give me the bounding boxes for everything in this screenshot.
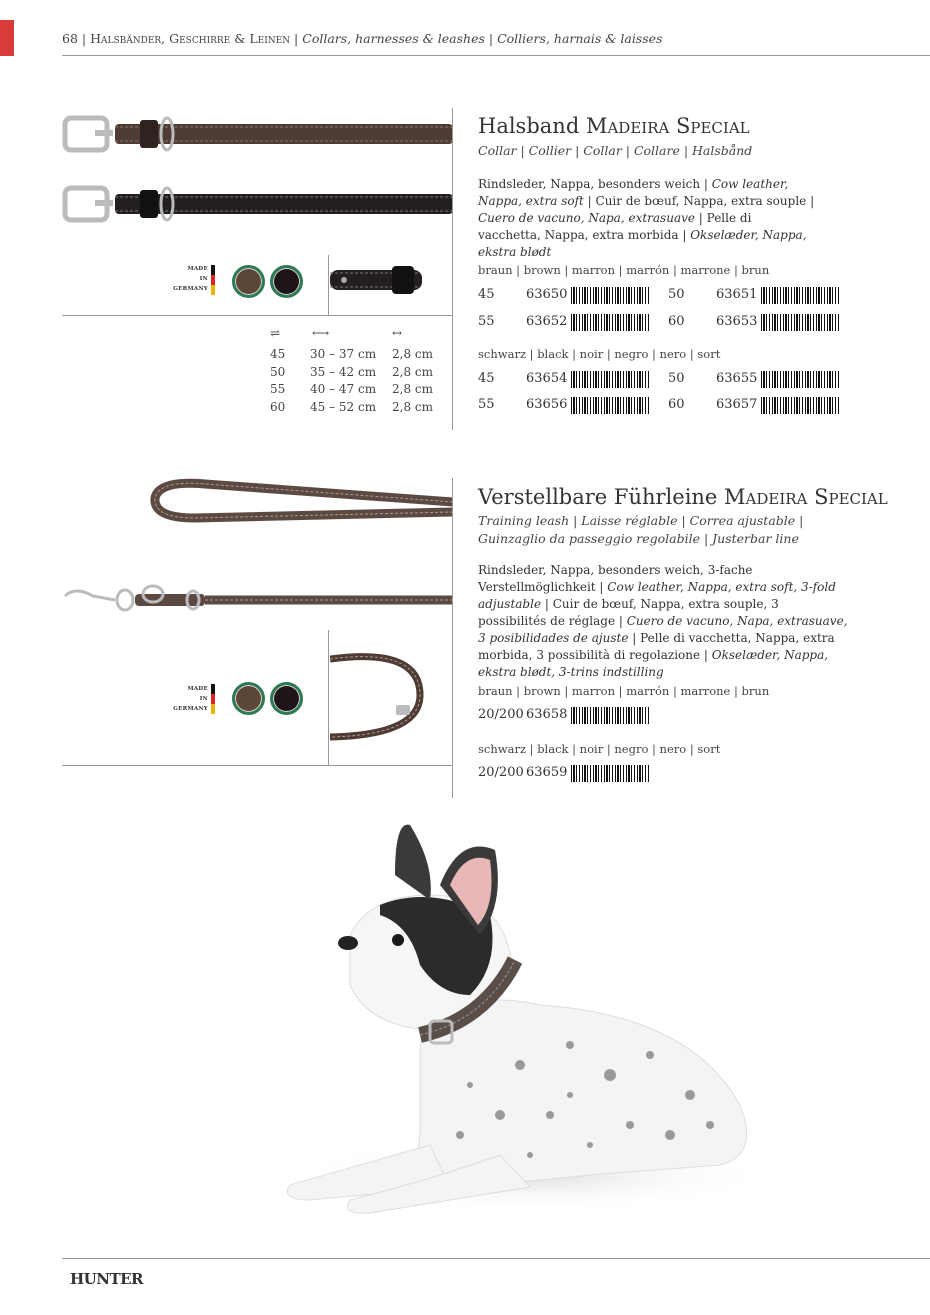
page-header: 68 | Halsbänder, Geschirre & Leinen | Collars, harnesses & leashes | Colliers, harnais & laisses — [62, 31, 663, 46]
collar-black-items — [478, 371, 858, 421]
footer-rule — [62, 1258, 930, 1259]
item-size: 55 — [478, 397, 495, 412]
barcode-icon — [761, 287, 839, 304]
width-value: 2,8 cm — [392, 365, 433, 379]
item-code: 63651 — [716, 287, 758, 302]
leash-detail-divider — [328, 630, 329, 765]
item-code: 63654 — [526, 371, 568, 386]
made-word: MADE — [187, 686, 208, 692]
description-segment: Cuero de vacuno, Napa, extrasuave — [478, 211, 695, 225]
collar-detail-image — [330, 262, 430, 298]
leash-brown-label: braun | brown | marron | marrón | marrone | brun — [478, 684, 770, 698]
description-segment: Cuero de vacuno, Napa, extrasuave, 3 posibilidades de ajuste — [478, 614, 848, 645]
section-title-fr: Colliers, harnais & laisses — [497, 31, 663, 46]
swatch-black — [270, 682, 303, 715]
collar-subtitle: Collar | Collier | Collar | Collare | Halsbånd — [478, 143, 753, 158]
neck-value: 45 – 52 cm — [310, 400, 377, 414]
neck-value: 35 – 42 cm — [310, 365, 377, 379]
leash-divider — [452, 478, 453, 798]
item-size: 45 — [478, 371, 495, 386]
collar-size-table — [262, 326, 452, 426]
made-word: MADE — [187, 266, 208, 272]
collar-product-image — [55, 100, 453, 250]
size-value: 45 — [270, 347, 286, 361]
barcode-icon — [761, 314, 839, 331]
item-code: 63656 — [526, 397, 568, 412]
hunter-logo — [70, 1270, 143, 1288]
swatch-black — [270, 265, 303, 298]
item-code: 63657 — [716, 397, 758, 412]
barcode-icon — [761, 397, 839, 414]
made-in-germany-label — [172, 684, 208, 714]
item-size: 20/200 — [478, 707, 524, 722]
collar-rule — [62, 315, 452, 316]
size-icon: ⇌ — [270, 326, 281, 340]
barcode-icon — [571, 314, 649, 331]
description-segment: Rindsleder, Nappa, besonders weich | — [478, 177, 712, 191]
item-size: 60 — [668, 314, 685, 329]
size-value: 60 — [270, 400, 286, 414]
collar-title-brand: Madeira Special — [585, 114, 750, 138]
section-tab-marker — [0, 20, 14, 56]
width-icon: ↔ — [392, 326, 403, 340]
item-size: 45 — [478, 287, 495, 302]
width-value: 2,8 cm — [392, 400, 433, 414]
item-code: 63655 — [716, 371, 758, 386]
header-rule — [62, 55, 930, 56]
barcode-icon — [571, 765, 649, 782]
in-word: IN — [199, 276, 208, 282]
german-flag-icon — [211, 684, 215, 714]
description-segment: | Cuir de bœuf, Nappa, extra souple, 3 possibilités de réglage | — [478, 597, 779, 628]
item-size: 60 — [668, 397, 685, 412]
collar-title-plain: Halsband — [478, 114, 580, 138]
german-flag-icon — [211, 265, 215, 295]
width-value: 2,8 cm — [392, 382, 433, 396]
leash-detail-image — [330, 645, 430, 745]
description-segment: Cow leather, Nappa, extra soft, 3-fold adjustable — [478, 580, 836, 611]
collar-detail-divider — [328, 255, 329, 315]
germany-word: GERMANY — [173, 706, 208, 712]
leash-product-image — [55, 470, 453, 630]
item-code: 63650 — [526, 287, 568, 302]
neck-value: 40 – 47 cm — [310, 382, 377, 396]
made-in-germany-label — [172, 264, 208, 294]
leash-black-label: schwarz | black | noir | negro | nero | sort — [478, 742, 721, 756]
barcode-icon — [761, 371, 839, 388]
description-segment: Okselæder, Nappa, ekstra blødt — [478, 228, 807, 259]
size-value: 50 — [270, 365, 286, 379]
size-value: 55 — [270, 382, 286, 396]
item-size: 20/200 — [478, 765, 524, 780]
collar-divider — [452, 108, 453, 430]
description-segment: Okselæder, Nappa, ekstra blødt, 3-trins indstilling — [478, 648, 829, 679]
leash-title-plain: Verstellbare Führleine — [478, 485, 718, 509]
section-title-en: Collars, harnesses & leashes — [302, 31, 485, 46]
item-code: 63659 — [526, 765, 568, 780]
description-segment: Rindsleder, Nappa, besonders weich, 3-fache Verstellmöglichkeit | — [478, 563, 753, 594]
item-size: 50 — [668, 371, 685, 386]
dog-photo — [270, 815, 770, 1220]
section-title-de: Halsbänder, Geschirre & Leinen — [90, 31, 291, 46]
leash-rule — [62, 765, 452, 766]
collar-brown-label: braun | brown | marron | marrón | marrone | brun — [478, 263, 770, 277]
collar-description — [478, 176, 818, 261]
brand-name: HUNTER — [70, 1270, 144, 1288]
barcode-icon — [571, 397, 649, 414]
barcode-icon — [571, 707, 649, 724]
page-number: 68 — [62, 31, 78, 46]
swatch-brown — [232, 682, 265, 715]
description-segment: | Pelle di vacchetta, Nappa, extra morbida, 3 possibilità di regolazione | — [478, 631, 835, 662]
neck-value: 30 – 37 cm — [310, 347, 377, 361]
width-value: 2,8 cm — [392, 347, 433, 361]
leash-brown-item — [478, 707, 778, 727]
barcode-icon — [571, 371, 649, 388]
item-size: 50 — [668, 287, 685, 302]
item-code: 63653 — [716, 314, 758, 329]
germany-word: GERMANY — [173, 286, 208, 292]
item-code: 63658 — [526, 707, 568, 722]
collar-black-label: schwarz | black | noir | negro | nero | sort — [478, 347, 721, 361]
collar-brown-items — [478, 287, 858, 337]
swatch-brown — [232, 265, 265, 298]
leash-title-brand: Madeira Special — [724, 485, 888, 509]
leash-black-item — [478, 765, 778, 785]
leash-title — [478, 485, 888, 509]
item-code: 63652 — [526, 314, 568, 329]
leash-subtitle: Training leash | Laisse réglable | Correa ajustable | Guinzaglio da passeggio regolabile | Justerbar line — [478, 513, 804, 546]
collar-title — [478, 114, 750, 138]
description-segment: | Pelle di vacchetta, Nappa, extra morbida | — [478, 211, 752, 242]
neck-range-icon: ⟷ — [312, 326, 330, 340]
barcode-icon — [571, 287, 649, 304]
leash-description — [478, 562, 848, 681]
description-segment: | Cuir de bœuf, Nappa, extra souple | — [583, 194, 815, 208]
description-segment: Cow leather, Nappa, extra soft — [478, 177, 789, 208]
in-word: IN — [199, 696, 208, 702]
item-size: 55 — [478, 314, 495, 329]
